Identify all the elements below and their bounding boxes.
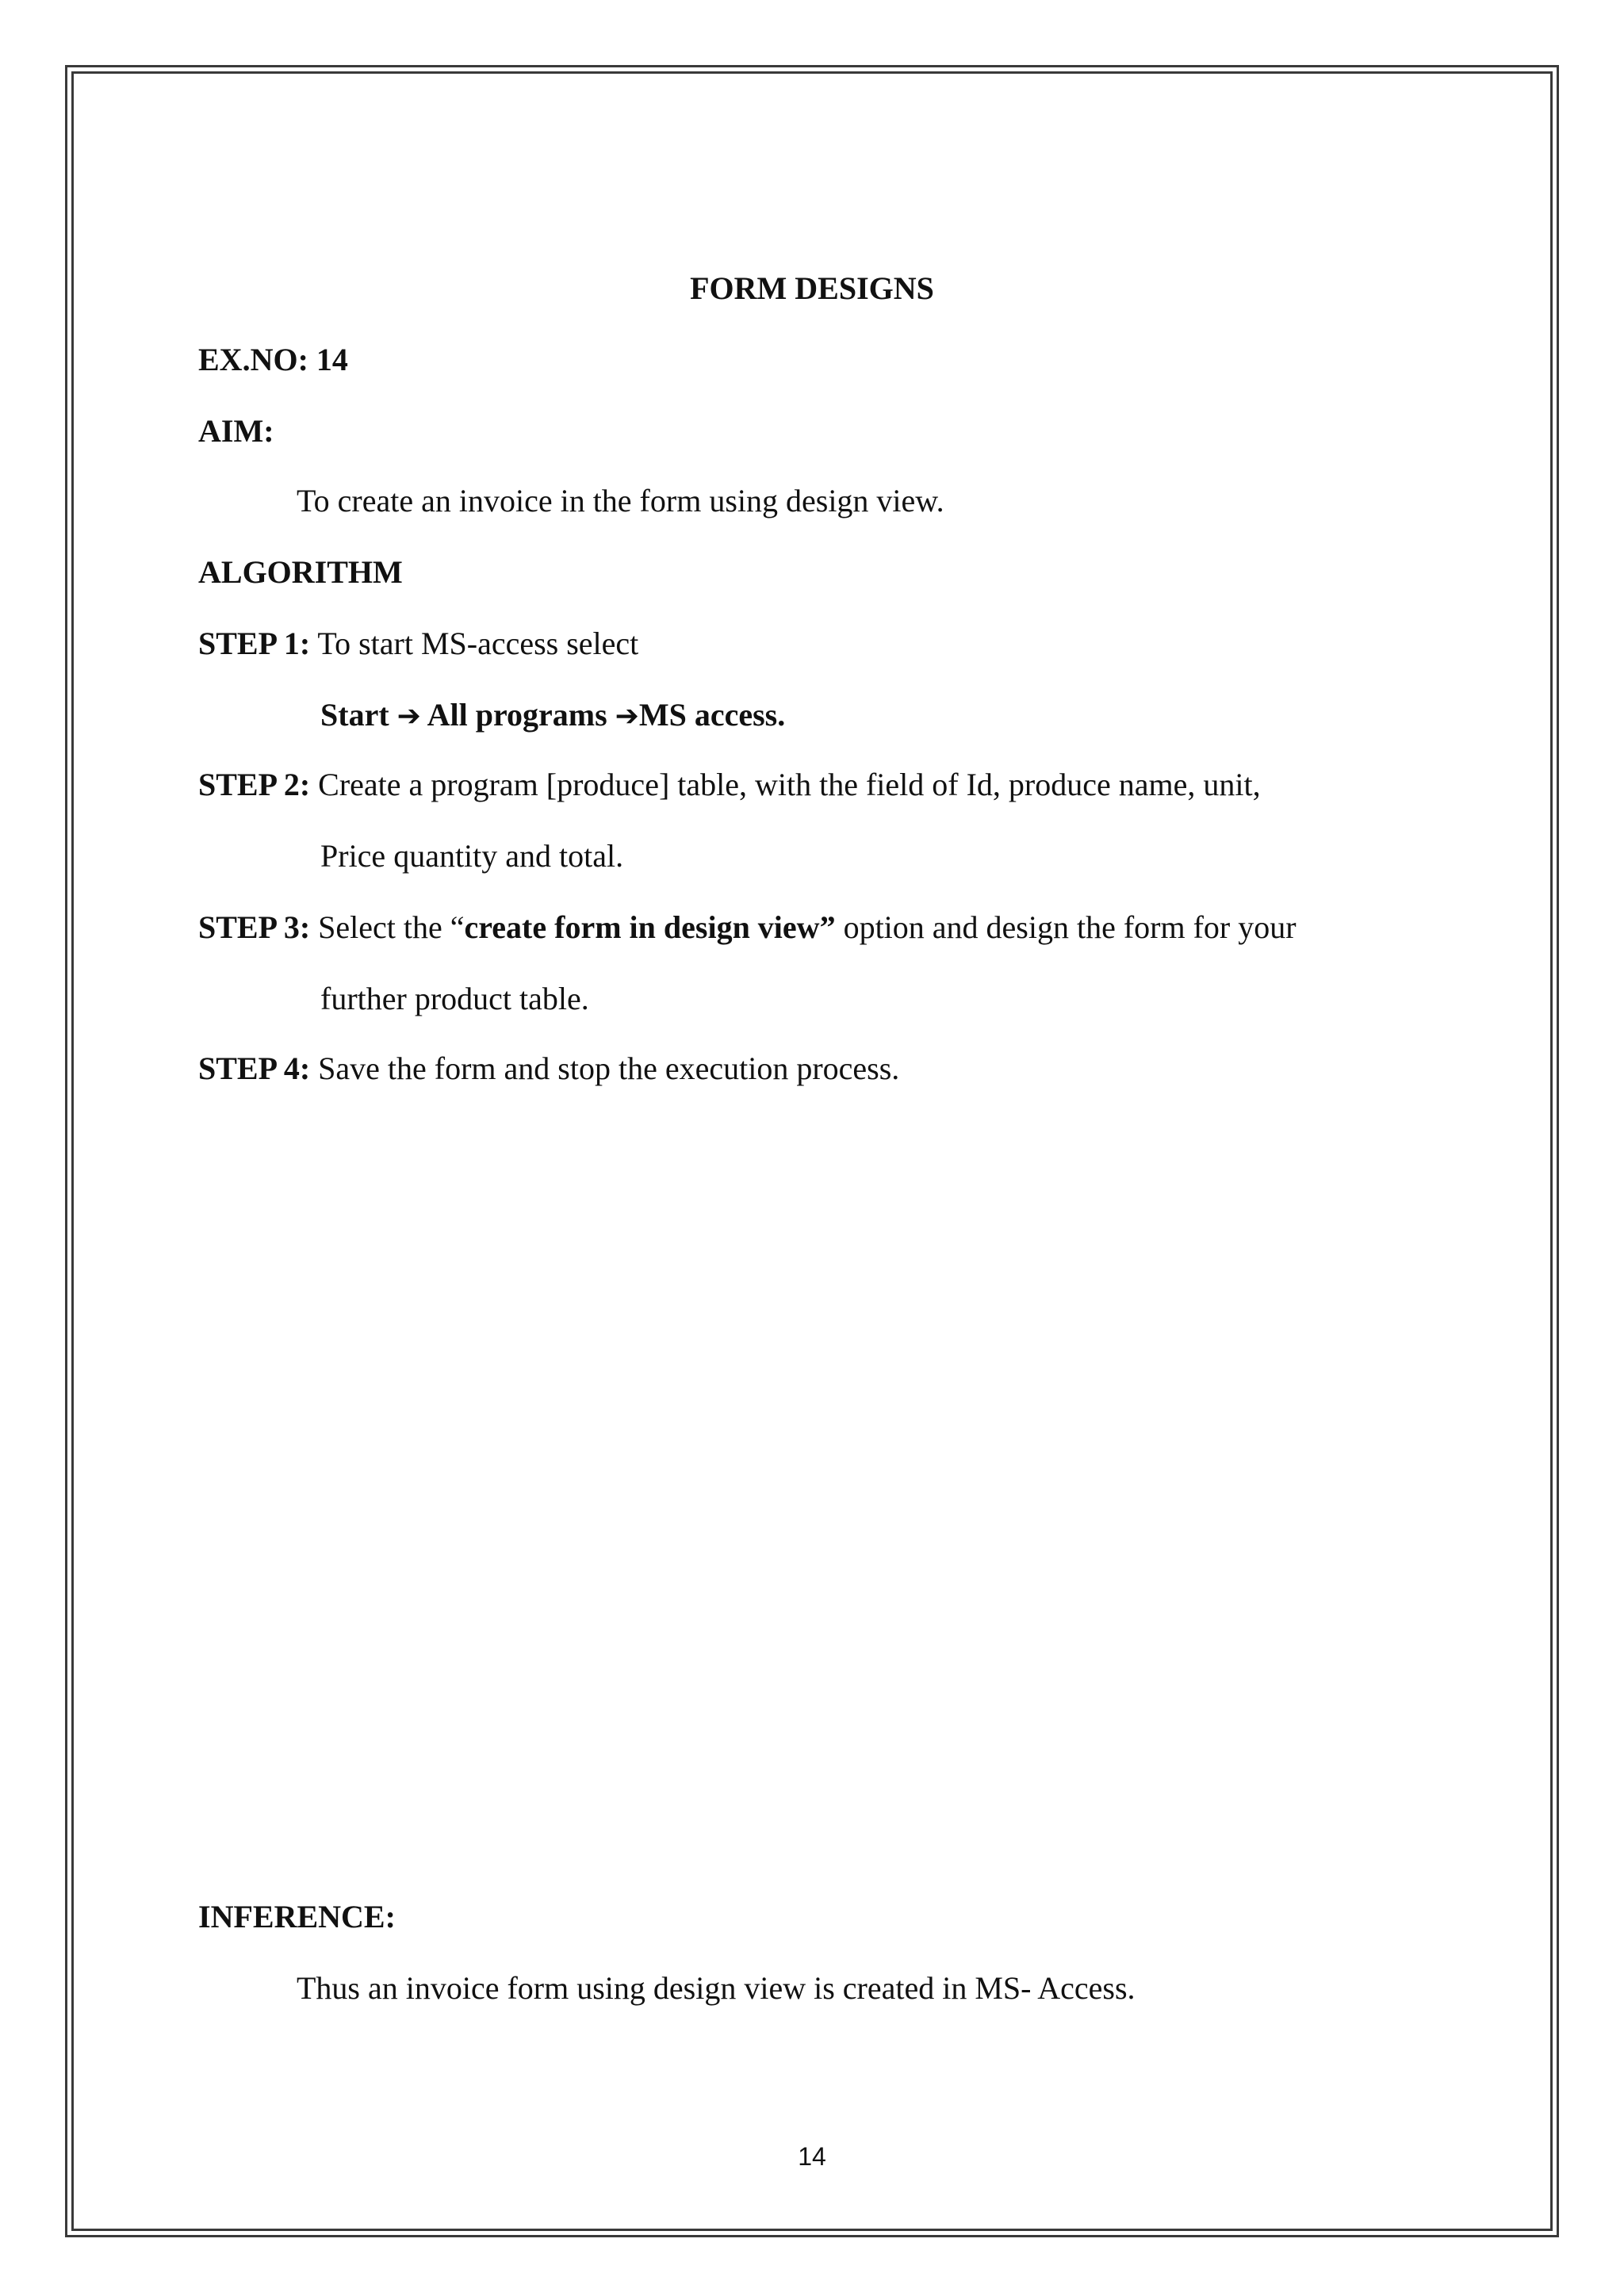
aim-text: To create an invoice in the form using design view.: [297, 483, 944, 519]
step-3: [198, 909, 1297, 947]
step-2-continuation: Price quantity and total.: [320, 838, 624, 874]
step-3-continuation: further product table.: [320, 981, 589, 1016]
arrow-right-icon: ➔: [615, 700, 639, 733]
step-3-text-before: Select the “: [310, 909, 465, 945]
step-3-bold-text: create form in design view”: [464, 909, 836, 945]
step-2-text: Create a program [produce] table, with the field of Id, produce name, unit,: [310, 767, 1261, 802]
path-start: Start: [320, 697, 389, 733]
step-1-path: [320, 696, 785, 736]
step-2-label: STEP 2:: [198, 767, 311, 802]
step-4: [198, 1050, 899, 1088]
inference-heading: INFERENCE:: [198, 1899, 396, 1934]
document-title: FORM DESIGNS: [690, 270, 934, 306]
path-middle: All programs: [420, 697, 615, 733]
arrow-right-icon: ➔: [396, 700, 421, 733]
exercise-number: EX.NO: 14: [198, 342, 348, 377]
step-3-text-after: option and design the form for your: [835, 909, 1297, 945]
step-2: [198, 766, 1261, 804]
step-1-label: STEP 1:: [198, 626, 311, 661]
step-1-text: To start MS-access select: [310, 626, 639, 661]
algorithm-heading: ALGORITHM: [198, 554, 403, 590]
step-1: [198, 625, 638, 663]
step-3-label: STEP 3:: [198, 909, 311, 945]
page-number: 14: [798, 2142, 826, 2171]
aim-heading: AIM:: [198, 413, 274, 449]
step-4-text: Save the form and stop the execution process.: [310, 1050, 900, 1086]
step-4-label: STEP 4:: [198, 1050, 311, 1086]
inference-text: Thus an invoice form using design view is created in MS- Access.: [297, 1970, 1136, 2006]
path-end: MS access.: [638, 697, 786, 733]
